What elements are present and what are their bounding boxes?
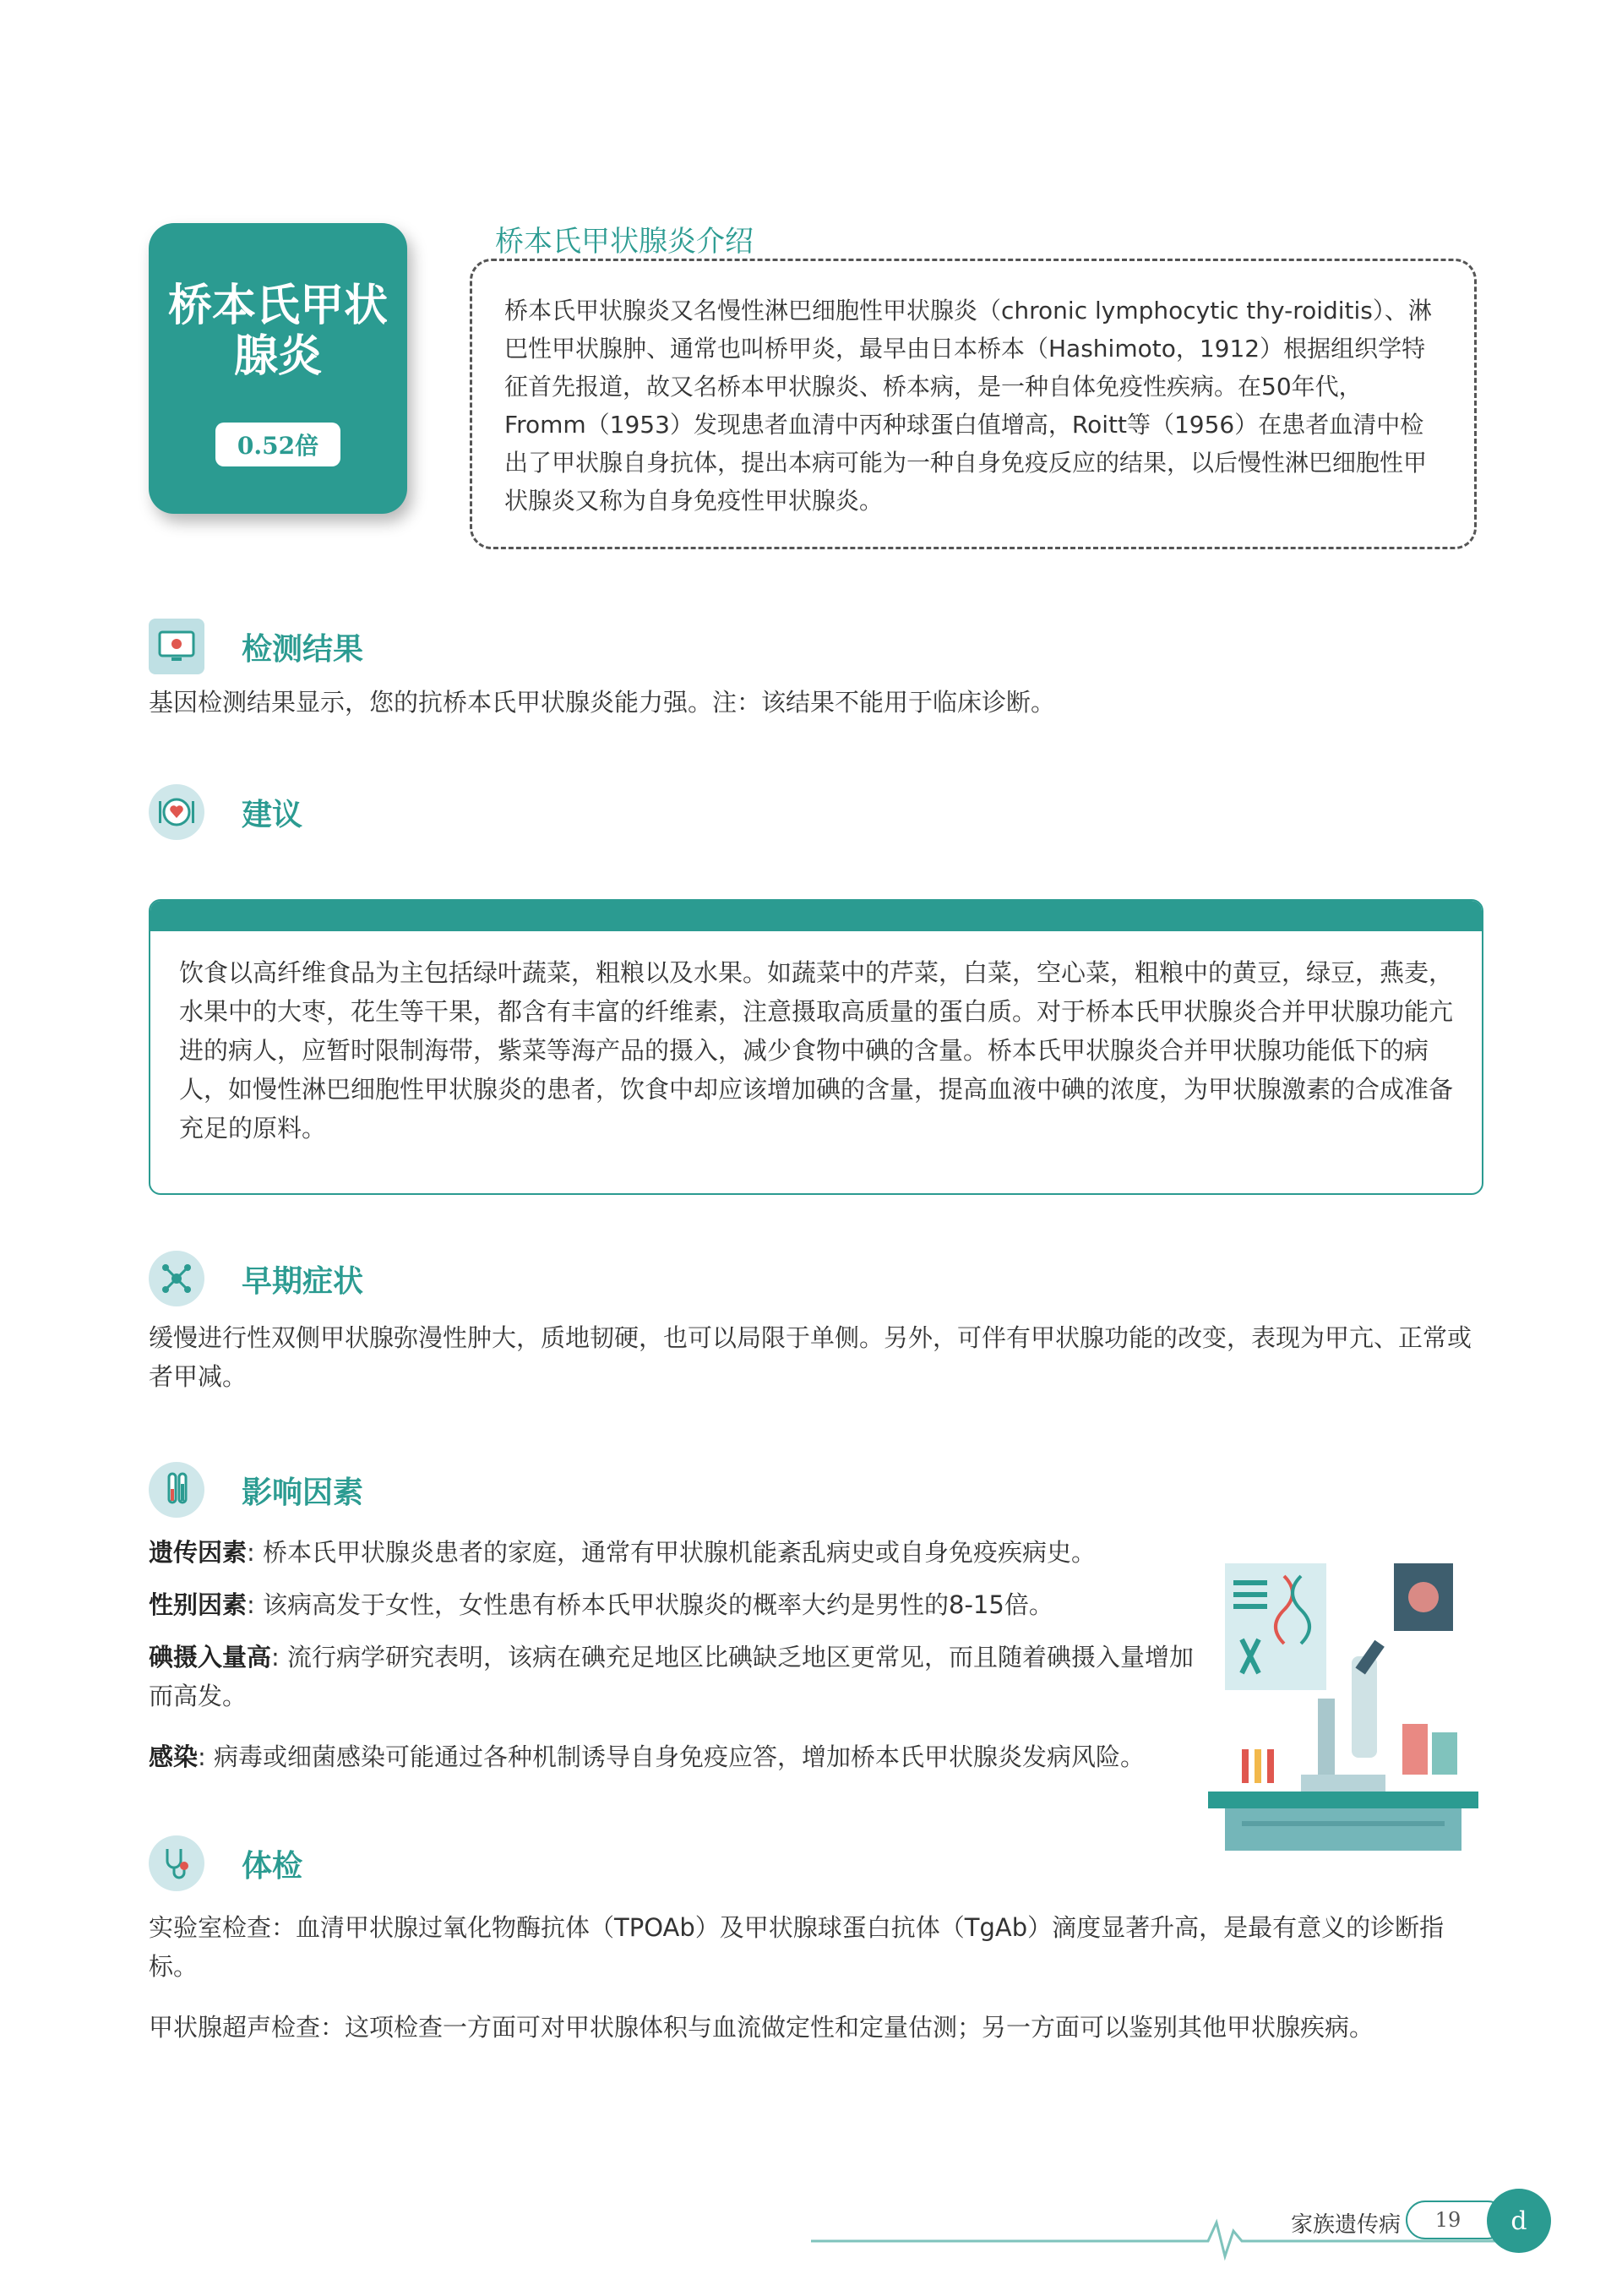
factor-item [149, 1638, 1196, 1715]
stethoscope-icon [149, 1835, 204, 1891]
test-tube-icon [149, 1462, 204, 1518]
factor-label: 碘摄入量高 [149, 1643, 272, 1672]
advice-text: 饮食以高纤维食品为主包括绿叶蔬菜，粗粮以及水果。如蔬菜中的芹菜，白菜，空心菜，粗粮中的黄豆，绿豆，燕麦，水果中的大枣，花生等干果，都含有丰富的纤维素，注意摄取高质量的蛋白质。对于桥本氏甲状腺炎合并甲状腺功能亢进的病人，应暂时限制海带，紫菜等海产品的摄入，减少食物中碘的含量。桥本氏甲状腺炎合并甲状腺功能低下的病人，如慢性淋巴细胞性甲状腺炎的患者，饮食中却应该增加碘的含量，提高血液中碘的浓度，为甲状腺激素的合成准备充足的原料。 [179, 958, 1454, 1143]
symptoms-heading-label: 早期症状 [242, 1263, 364, 1299]
factor-label: 遗传因素 [149, 1538, 248, 1567]
factor-item [149, 1585, 1196, 1624]
symptoms-heading [149, 1249, 363, 1308]
disease-name: 桥本氏甲状腺炎 [167, 281, 388, 382]
result-text: 基因检测结果显示，您的抗桥本氏甲状腺炎能力强。注：该结果不能用于临床诊断。 [149, 688, 1056, 717]
advice-heading-label: 建议 [242, 797, 303, 832]
factor-text: : 该病高发于女性，女性患有桥本氏甲状腺炎的概率大约是男性的8-15倍。 [247, 1590, 1053, 1619]
symptoms-text: 缓慢进行性双侧甲状腺弥漫性肿大，质地韧硬，也可以局限于单侧。另外，可伴有甲状腺功能的改变，表现为甲亢、正常或者甲减。 [149, 1323, 1472, 1391]
advice-box [149, 899, 1483, 1195]
footer-section-label: 家族遗传病 [1291, 2212, 1402, 2238]
exam-heading-label: 体检 [242, 1848, 303, 1884]
factor-text: : 病毒或细菌感染可能通过各种机制诱导自身免疫应答，增加桥本氏甲状腺炎发病风险。 [198, 1742, 1146, 1771]
molecule-icon [149, 1251, 204, 1306]
lab-illustration [1208, 1555, 1478, 1859]
advice-heading [149, 783, 302, 842]
monitor-icon [149, 619, 204, 674]
result-heading-label: 检测结果 [242, 631, 364, 667]
plate-heart-icon [149, 784, 204, 840]
intro-title: 桥本氏甲状腺炎介绍 [495, 225, 754, 259]
factor-text: : 流行病学研究表明，该病在碘充足地区比碘缺乏地区更常见，而且随着碘摄入量增加而高发。 [149, 1643, 1195, 1710]
factors-heading-label: 影响因素 [242, 1475, 364, 1510]
page-number: 19 [1406, 2201, 1507, 2239]
result-heading [149, 617, 363, 676]
factor-label: 感染 [149, 1742, 199, 1771]
ratio-badge: 0.52倍 [215, 423, 340, 466]
disease-title-card [149, 223, 407, 514]
factor-text: : 桥本氏甲状腺炎患者的家庭，通常有甲状腺机能紊乱病史或自身免疫疾病史。 [247, 1538, 1097, 1567]
advice-box-header-bar [150, 901, 1482, 931]
factor-item [149, 1533, 1196, 1572]
factors-heading [149, 1460, 363, 1519]
exam-ultrasound-text: 甲状腺超声检查：这项检查一方面可对甲状腺体积与血流做定性和定量估测；另一方面可以鉴别其他甲状腺疾病。 [149, 2013, 1374, 2042]
factor-item [149, 1737, 1196, 1776]
factor-label: 性别因素 [149, 1590, 248, 1619]
footer-letter-circle: d [1487, 2189, 1551, 2253]
exam-heading [149, 1834, 302, 1893]
intro-box: 桥本氏甲状腺炎又名慢性淋巴细胞性甲状腺炎（chronic lymphocytic thy-roiditis）、淋巴性甲状腺肿、通常也叫桥甲炎，最早由日本桥本（Hashimoto，1912）根据组织学特征首先报道，故又名桥本甲状腺炎、桥本病，是一种自体免疫性疾病。在50年代，Fromm（1953）发现患者血清中丙种球蛋白值增高，Roitt等（1956）在患者血清中检出了甲状腺自身抗体，提出本病可能为一种自身免疫反应的结果，以后慢性淋巴细胞性甲状腺炎又称为自身免疫性甲状腺炎。 [470, 259, 1477, 549]
exam-lab-text: 实验室检查：血清甲状腺过氧化物酶抗体（TPOAb）及甲状腺球蛋白抗体（TgAb）滴度显著升高，是最有意义的诊断指标。 [149, 1913, 1445, 1981]
